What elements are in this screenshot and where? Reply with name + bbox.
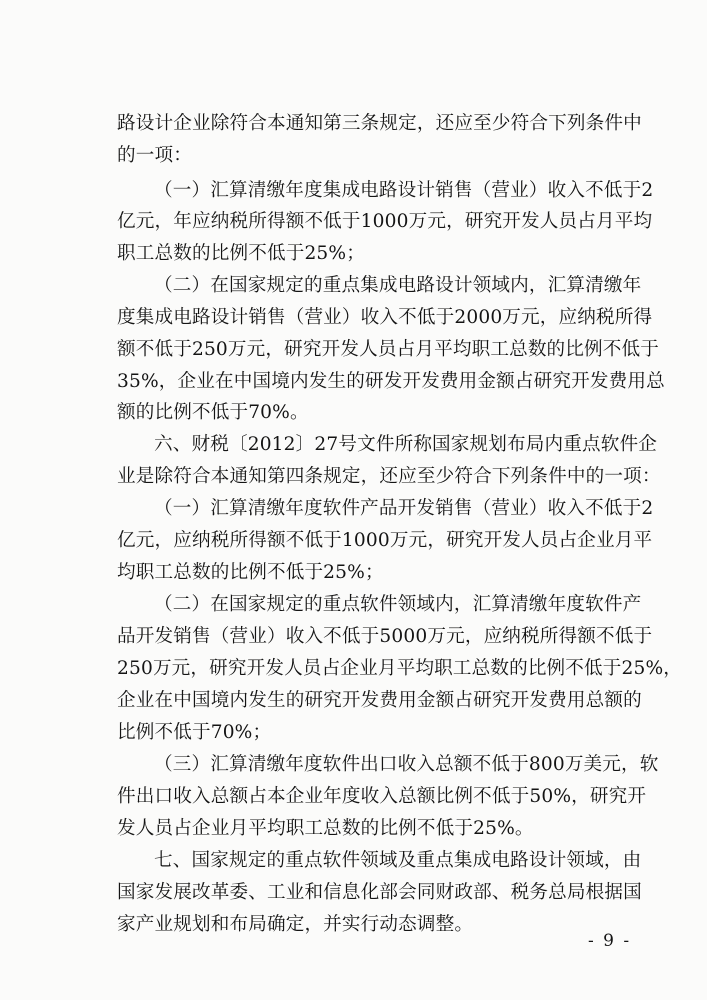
- text-line: 业是除符合本通知第四条规定，还应至少符合下列条件中的一项：: [117, 466, 661, 487]
- text-line: 度集成电路设计销售（营业）收入不低于2000万元，应纳税所得: [117, 307, 653, 328]
- text-line: 250万元，研究开发人员占企业月平均职工总数的比例不低于25%，: [117, 658, 683, 679]
- text-line: （一）汇算清缴年度软件产品开发销售（营业）收入不低于2: [154, 498, 654, 519]
- text-line: 亿元，年应纳税所得额不低于1000万元，研究开发人员占月平均: [117, 211, 653, 232]
- text-line: 额不低于250万元，研究开发人员占月平均职工总数的比例不低于: [117, 339, 660, 360]
- text-line: 职工总数的比例不低于25%；: [117, 243, 365, 264]
- text-line: （二）在国家规定的重点软件领域内，汇算清缴年度软件产: [154, 594, 642, 615]
- text-line: 七、国家规定的重点软件领域及重点集成电路设计领域，由: [154, 850, 642, 871]
- text-line: （一）汇算清缴年度集成电路设计销售（营业）收入不低于2: [154, 180, 654, 201]
- page-number: - 9 -: [588, 931, 632, 951]
- text-line: （二）在国家规定的重点集成电路设计领域内，汇算清缴年: [154, 275, 642, 296]
- text-line: 件出口收入总额占本企业年度收入总额比例不低于50%，研究开: [117, 786, 647, 807]
- text-line: 路设计企业除符合本通知第三条规定，还应至少符合下列条件中: [117, 113, 642, 134]
- text-line: 额的比例不低于70%。: [117, 402, 309, 423]
- text-line: 企业在中国境内发生的研究开发费用金额占研究开发费用总额的: [117, 690, 642, 711]
- text-line: 品开发销售（营业）收入不低于5000万元，应纳税所得额不低于: [117, 626, 653, 647]
- text-line: 比例不低于70%；: [117, 722, 272, 743]
- text-line: 的一项：: [117, 145, 192, 166]
- text-line: 发人员占企业月平均职工总数的比例不低于25%。: [117, 818, 534, 839]
- text-line: 家产业规划和布局确定，并实行动态调整。: [117, 914, 474, 935]
- text-line: 六、财税〔2012〕27号文件所称国家规划布局内重点软件企: [154, 434, 657, 455]
- text-line: 35%，企业在中国境内发生的研发开发费用金额占研究开发费用总: [117, 371, 665, 392]
- text-line: 国家发展改革委、工业和信息化部会同财政部、税务总局根据国: [117, 882, 642, 903]
- text-line: 亿元，应纳税所得额不低于1000万元，研究开发人员占企业月平: [117, 530, 653, 551]
- text-line: （三）汇算清缴年度软件出口收入总额不低于800万美元，软: [154, 754, 659, 775]
- text-line: 均职工总数的比例不低于25%；: [117, 562, 384, 583]
